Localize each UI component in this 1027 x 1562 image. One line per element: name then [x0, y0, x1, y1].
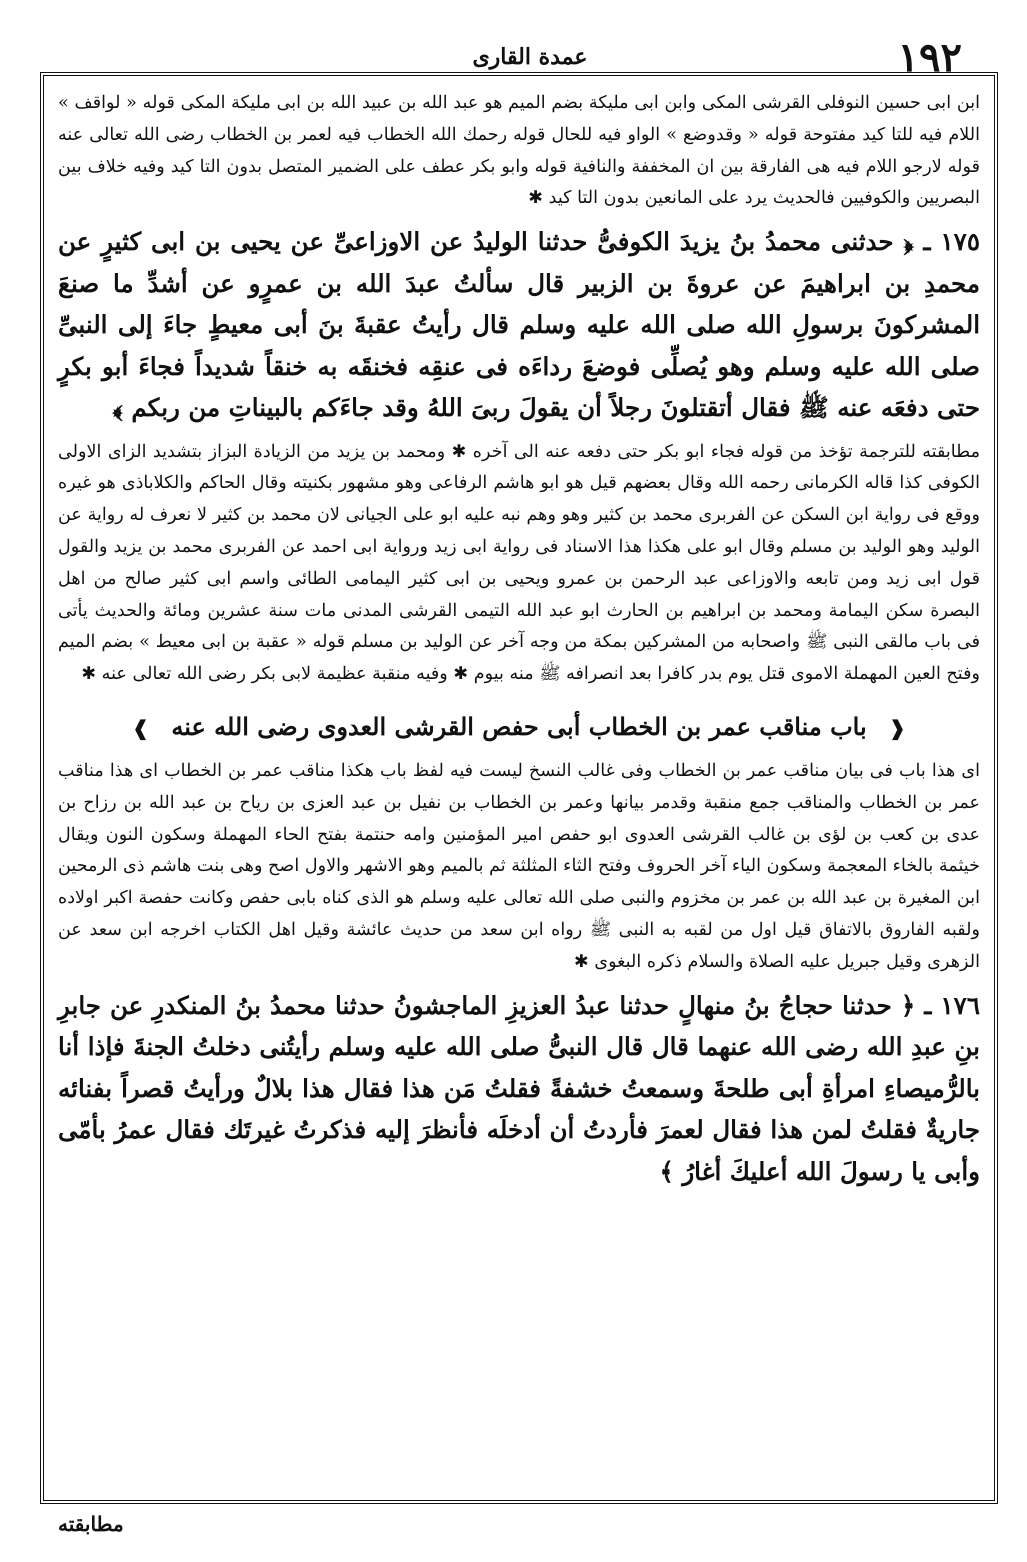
commentary-paragraph-1: ابن ابى حسين النوفلى القرشى المكى وابن ابى مليكة بضم الميم هو عبد الله بن عبيد الله بن ابى مليكة المكى قوله « لواقف » اللام فيه للتا كيد مفتوحة قوله « وقدوضع » الواو فيه للحال قوله رحمك الله الخطاب فيه لعمر بن الخطاب رضى الله تعالى عنه قوله لارجو اللام فيه هى الفارقة بين ان المخففة والنافية قوله وابو بكر عطف على الضمير المتصل بدون التا كيد وفيه خلاف بين البصريين والكوفيين فالحديث يرد على المانعين بدون التا كيد ✱ [58, 93, 980, 209]
commentary-paragraph-3: اى هذا باب فى بيان مناقب عمر بن الخطاب وفى غالب النسخ ليست فيه لفظ باب هكذا مناقب عمر بن الخطاب اى هذا مناقب عمر بن الخطاب والمناقب جمع منقبة وقدمر بيانها وعمر بن الخطاب بن نفيل بن عبد العزى بن رياح بن عبد الله بن رزاح بن عدى بن كعب بن لؤى بن غالب القرشى العدوى ابو حفص امير المؤمنين وامه حنتمة بفتح الحاء المهملة وسكون النون ويقال خيثمة بالخاء المعجمة وسكون الياء آخر الحروف وفتح الثاء المثلثة ثم بالميم وهو الاشهر والاول اصح وهى بنت هاشم ذى الرمحين ابن المغيرة بن عبد الله بن عمر بن مخزوم والنبى صلى الله تعالى عليه وسلم هو الذى كناه بابى حفص وكانت حفصة اكبر اولاده ولقبه الفاروق بالاتفاق قيل اول من لقبه به النبى ﷺ رواه ابن سعد من حديث عائشة وقيل اهل الكتاب اخرجه ابن سعد عن الزهرى وقيل جبريل عليه الصلاة والسلام ذكره البغوى ✱ [58, 761, 980, 972]
ornament-right-icon: ❰ [889, 716, 906, 741]
hadith-175: ١٧٥ ـ ﴿ حدثنى محمدُ بنُ يزيدَ الكوفىُّ حدثنا الوليدُ عن الاوزاعىِّ عن يحيى بن ابى كثيرٍ عن محمدِ بن ابراهيمَ عن عروةَ بن الزبير قال سألتُ عبدَ الله بن عمرٍو عن أشدِّ ما صنعَ المشركونَ برسولِ الله صلى الله عليه وسلم قال رأيتُ عقبةَ بنَ أبى معيطٍ جاءَ إلى النبىِّ صلى الله عليه وسلم وهو يُصلِّى فوضعَ رداءَه فى عنقِه فخنقَه به خنقاً شديداً فجاءَ أبو بكرٍ حتى دفعَه عنه ﷺ فقال أتقتلونَ رجلاً أن يقولَ ربىَ اللهُ وقد جاءَكم بالبيناتِ من ربكم ﴾ [58, 227, 980, 423]
chapter-heading [58, 705, 980, 750]
page-content [58, 88, 980, 1192]
commentary-paragraph-2: مطابقته للترجمة تؤخذ من قوله فجاء ابو بكر حتى دفعه عنه الى آخره ✱ ومحمد بن يزيد من الزيادة البزاز بتشديد الزاى الاولى الكوفى كذا قاله الكرمانى رحمه الله وقال بعضهم قيل هو ابو هاشم الرفاعى وهو مشهور بكنيته وقال الحاكم والكلاباذى هو غيره ووقع فى رواية ابن السكن عن الفربرى محمد بن كثير وهو وهم نبه عليه ابو على الجيانى لان محمد بن كثير لا نعرف له رواية عن الوليد وهو الوليد بن مسلم وقال ابو على هكذا هذا الاسناد فى رواية ابى زيد ورواية ابى احمد عن الفربرى محمد بن يزيد والقول قول ابى زيد ومن تابعه والاوزاعى عبد الرحمن بن عمرو ويحيى بن ابى كثير اليمامى الطائى واسم ابى كثير صالح من اهل البصرة سكن اليمامة ومحمد بن ابراهيم بن الحارث ابو عبد الله التيمى القرشى المدنى مات سنة عشرين ومائة والحديث يأتى فى باب مالقى النبى ﷺ واصحابه من المشركين بمكة من وجه آخر عن الوليد بن مسلم قوله « عقبة بن ابى معيط » بضم الميم وفتح العين المهملة الاموى قتل يوم بدر كافرا بعد انصرافه ﷺ منه بيوم ✱ وفيه منقبة عظيمة لابى بكر رضى الله تعالى عنه ✱ [58, 441, 980, 685]
hadith-176: ١٧٦ ـ ﴿ حدثنا حجاجُ بنُ منهالٍ حدثنا عبدُ العزيزِ الماجشونُ حدثنا محمدُ بنُ المنكدرِ عن جابرِ بنِ عبدِ الله رضى الله عنهما قال قال النبىُّ صلى الله عليه وسلم رأيتُنى دخلتُ الجنةَ فإذا أنا بالرُّميصاءِ امرأةِ أبى طلحةَ وسمعتُ خشفةً فقلتُ مَن هذا فقال هذا بلالٌ ورأيتُ قصراً بفنائه جاريةٌ فقلتُ لمن هذا فقال لعمرَ فأردتُ أن أدخلَه فأنظرَ إليه فذكرتُ غيرتَك فقال عمرُ بأمّى وأبى يا رسولَ الله أعليكَ أغارُ ﴾ [58, 990, 980, 1186]
page-number: ١٩٢ [897, 34, 962, 81]
catchword: مطابقته [58, 1512, 124, 1536]
ornament-left-icon: ❱ [132, 716, 149, 741]
spacer [58, 429, 980, 437]
running-title: عمدة القارى [472, 44, 588, 70]
chapter-heading-text: باب مناقب عمر بن الخطاب أبى حفص القرشى العدوى رضى الله عنه [171, 712, 867, 742]
